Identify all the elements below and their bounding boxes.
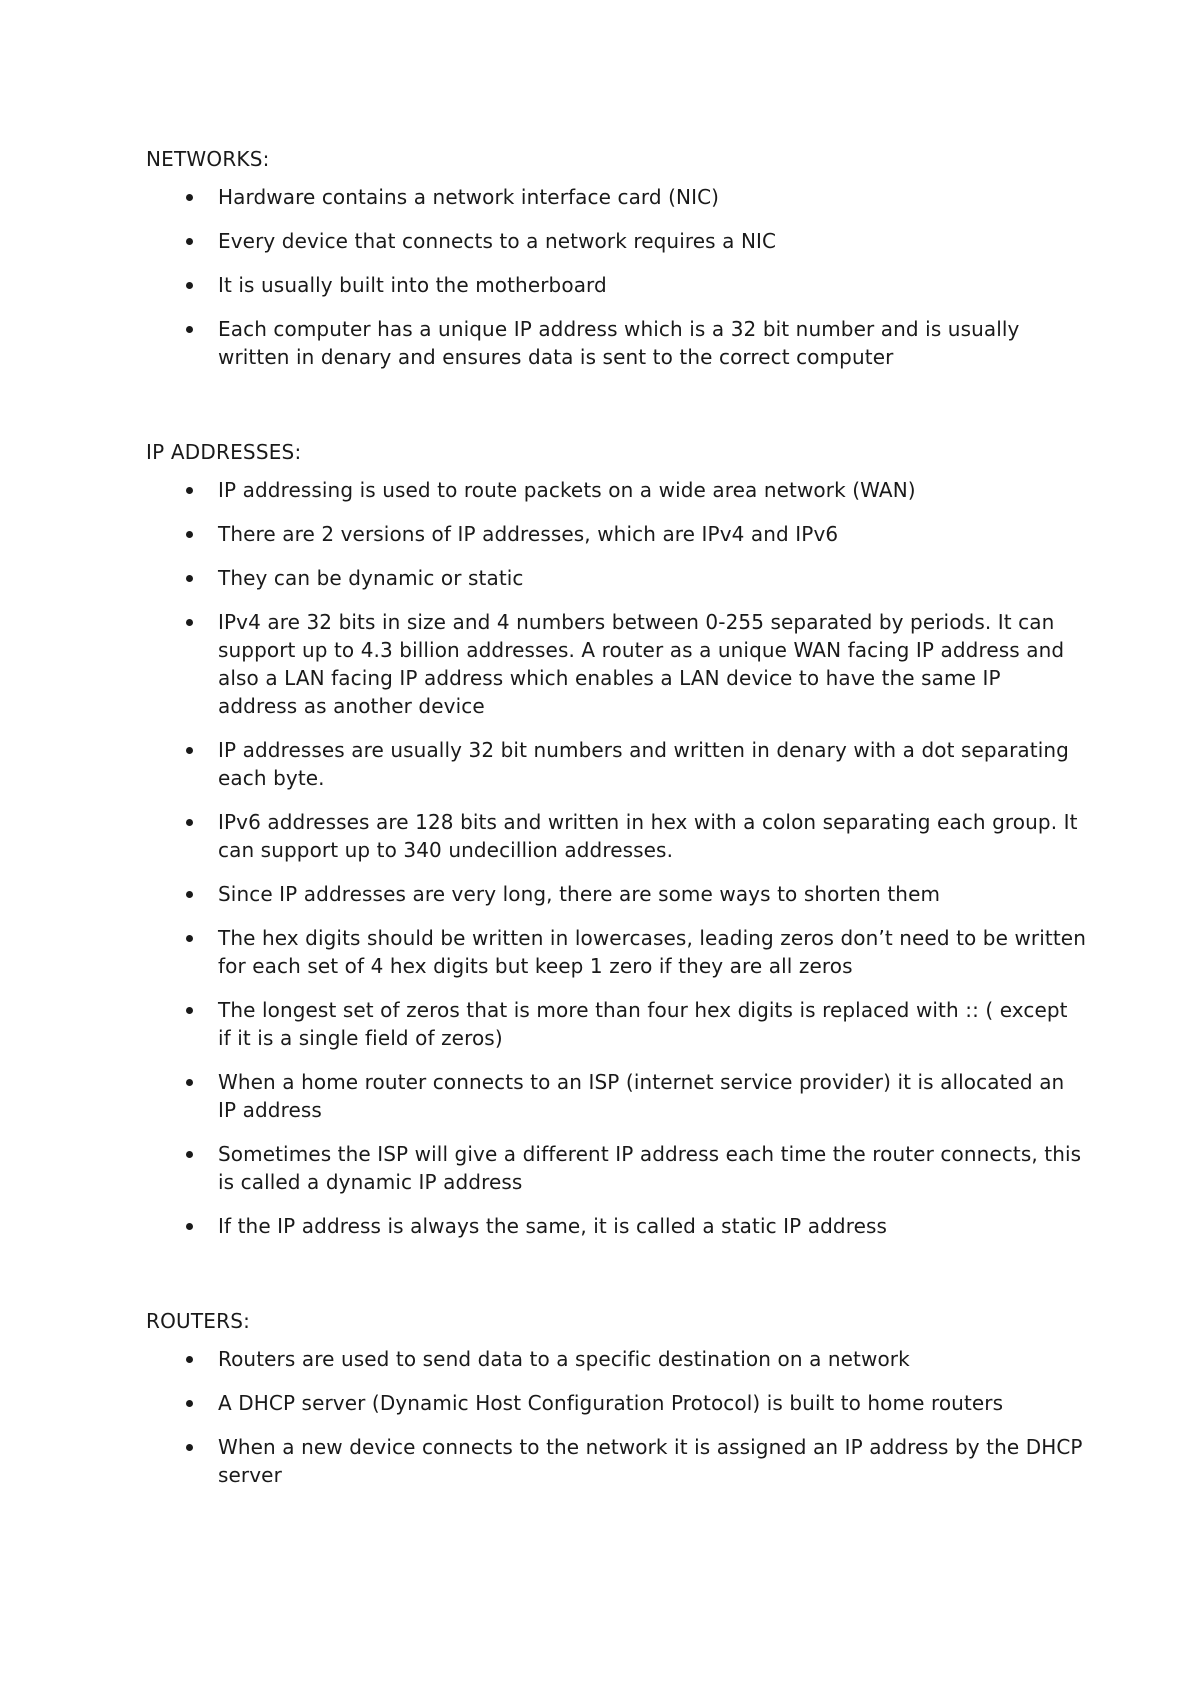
bullet-icon xyxy=(186,1151,193,1158)
bullet-icon xyxy=(186,891,193,898)
list-item xyxy=(146,996,1086,1052)
bullet-icon xyxy=(186,575,193,582)
list-item-text: Sometimes the ISP will give a different IP address each time the router connects, this is called a dynamic IP address xyxy=(218,1142,1082,1194)
list-item-text: When a home router connects to an ISP (internet service provider) it is allocated an IP address xyxy=(218,1070,1065,1122)
list-item-text: They can be dynamic or static xyxy=(218,566,524,590)
list-item xyxy=(146,476,1086,504)
list-item xyxy=(146,1433,1086,1489)
bullet-icon xyxy=(186,819,193,826)
bullet-icon xyxy=(186,935,193,942)
bullet-icon xyxy=(186,1007,193,1014)
bullet-icon xyxy=(186,747,193,754)
section-heading: NETWORKS: xyxy=(146,147,270,171)
bullet-icon xyxy=(186,238,193,245)
section-networks xyxy=(146,145,1086,387)
list-item-text: There are 2 versions of IP addresses, which are IPv4 and IPv6 xyxy=(218,522,839,546)
list-item xyxy=(146,924,1086,980)
bullet-list xyxy=(146,183,1086,371)
list-item xyxy=(146,315,1086,371)
list-item-text: IPv6 addresses are 128 bits and written in hex with a colon separating each group. It can support up to 340 undecillion addresses. xyxy=(218,810,1078,862)
bullet-icon xyxy=(186,619,193,626)
bullet-icon xyxy=(186,194,193,201)
section-heading: IP ADDRESSES: xyxy=(146,440,302,464)
bullet-list xyxy=(146,1345,1086,1489)
list-item-text: The hex digits should be written in lowercases, leading zeros don’t need to be written for each set of 4 hex digits but keep 1 zero if they are all zeros xyxy=(218,926,1086,978)
list-item-text: IPv4 are 32 bits in size and 4 numbers between 0-255 separated by periods. It can support up to 4.3 billion addresses. A router as a unique WAN facing IP address and also a LAN facing IP address which enables a LAN device to have the same IP address as another device xyxy=(218,610,1065,718)
list-item xyxy=(146,227,1086,255)
bullet-icon xyxy=(186,1444,193,1451)
bullet-icon xyxy=(186,1356,193,1363)
bullet-icon xyxy=(186,1223,193,1230)
list-item xyxy=(146,1140,1086,1196)
bullet-icon xyxy=(186,326,193,333)
bullet-icon xyxy=(186,1079,193,1086)
section-routers xyxy=(146,1307,1086,1505)
list-item-text: Routers are used to send data to a specific destination on a network xyxy=(218,1347,910,1371)
list-item-text: When a new device connects to the network it is assigned an IP address by the DHCP server xyxy=(218,1435,1083,1487)
list-item-text: Each computer has a unique IP address which is a 32 bit number and is usually written in denary and ensures data is sent to the correct computer xyxy=(218,317,1020,369)
bullet-icon xyxy=(186,487,193,494)
list-item xyxy=(146,520,1086,548)
list-item-text: If the IP address is always the same, it is called a static IP address xyxy=(218,1214,888,1238)
section-ip-addresses xyxy=(146,438,1086,1256)
list-item xyxy=(146,1068,1086,1124)
bullet-icon xyxy=(186,1400,193,1407)
list-item xyxy=(146,1345,1086,1373)
bullet-icon xyxy=(186,531,193,538)
list-item xyxy=(146,880,1086,908)
list-item xyxy=(146,1389,1086,1417)
list-item xyxy=(146,1212,1086,1240)
list-item-text: IP addresses are usually 32 bit numbers and written in denary with a dot separating each byte. xyxy=(218,738,1069,790)
list-item xyxy=(146,183,1086,211)
bullet-icon xyxy=(186,282,193,289)
list-item-text: Hardware contains a network interface card (NIC) xyxy=(218,185,720,209)
list-item xyxy=(146,271,1086,299)
list-item-text: It is usually built into the motherboard xyxy=(218,273,607,297)
list-item xyxy=(146,808,1086,864)
bullet-list xyxy=(146,476,1086,1240)
list-item xyxy=(146,736,1086,792)
list-item-text: IP addressing is used to route packets on a wide area network (WAN) xyxy=(218,478,916,502)
list-item-text: The longest set of zeros that is more than four hex digits is replaced with :: ( except if it is a single field of zeros) xyxy=(218,998,1068,1050)
section-heading: ROUTERS: xyxy=(146,1309,251,1333)
list-item-text: Since IP addresses are very long, there are some ways to shorten them xyxy=(218,882,941,906)
list-item-text: Every device that connects to a network requires a NIC xyxy=(218,229,777,253)
list-item xyxy=(146,608,1086,720)
list-item-text: A DHCP server (Dynamic Host Configuration Protocol) is built to home routers xyxy=(218,1391,1004,1415)
list-item xyxy=(146,564,1086,592)
